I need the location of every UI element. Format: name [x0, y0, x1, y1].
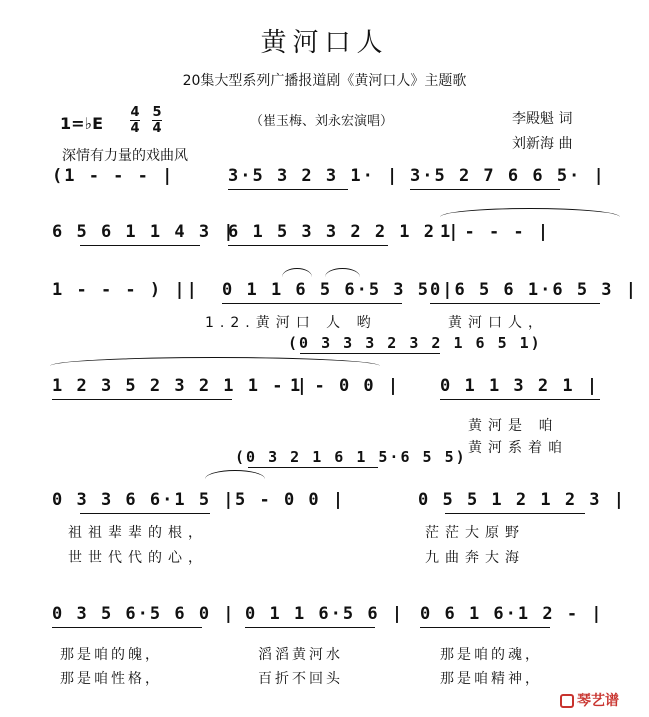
row3-lyric-2: 黄河口人，: [448, 315, 548, 331]
time-sig-bottom: 4: [130, 121, 140, 136]
performance-style: 深情有力量的戏曲风: [62, 148, 188, 164]
time-sig-top: 4: [130, 105, 140, 120]
time-signature-4-4: [130, 106, 140, 135]
row3-measure3: 0 6 5 6 1·6 5 3 |: [430, 280, 638, 300]
row1-measure3: 3·5 2 7 6 6 5· |: [410, 166, 606, 186]
song-subtitle: 20集大型系列广播报道剧《黄河口人》主题歌: [182, 73, 467, 89]
row4-lyric-a: 黄河是 咱: [468, 418, 559, 434]
row5-lyric-a1: 祖祖辈辈的根，: [68, 525, 208, 541]
singers: （崔玉梅、刘永宏演唱）: [250, 114, 394, 129]
row5-above: (0 3 2 1 6 1 5·6 5 5): [235, 448, 467, 466]
row2-measure1: 6 5 6 1 1 4 3 |: [52, 222, 236, 242]
row4-measure1: 1 2 3 5 2 3 2 1 1 - |: [52, 376, 309, 396]
row6-measure1: 0 3 5 6·5 6 0 |: [52, 604, 236, 624]
row6-lyric-a3: 那是咱的魂，: [440, 647, 542, 663]
row3-lyric-1: 1.2.黄河口 人 哟: [205, 315, 377, 331]
song-title: 黄河口人: [260, 28, 389, 58]
row5-measure3: 0 5 5 1 2 1 2 3 |: [418, 490, 626, 510]
row5-lyric-b1: 世世代代的心，: [68, 550, 208, 566]
row5-lyric-a2: 茫茫大原野: [425, 525, 525, 541]
watermark-text: 琴艺谱: [577, 693, 619, 709]
watermark-logo-icon: [560, 694, 574, 708]
row5-lyric-b2: 九曲奔大海: [425, 550, 525, 566]
row4-measure2: 1 - 0 0 |: [290, 376, 401, 396]
row6-lyric-b3: 那是咱精神，: [440, 671, 542, 687]
lyricist: 李殿魁 词: [512, 111, 573, 127]
row5-measure2: 5 - 0 0 |: [235, 490, 346, 510]
row2-measure2: 6 1 5 3 3 2 2 1 2 |: [228, 222, 461, 242]
row4-measure3: 0 1 1 3 2 1 |: [440, 376, 600, 396]
row4-above: (0 3 3 3 2 3 2 1 6 5 1): [288, 334, 542, 352]
row6-lyric-b1: 那是咱性格，: [60, 671, 162, 687]
row6-lyric-b2: 百折不回头: [258, 671, 343, 687]
row1-measure2: 3·5 3 2 3 1· |: [228, 166, 400, 186]
row5-measure1: 0 3 3 6 6·1 5 |: [52, 490, 236, 510]
row6-measure2: 0 1 1 6·5 6 |: [245, 604, 405, 624]
row6-lyric-a2: 滔滔黄河水: [258, 647, 343, 663]
time-sig-top: 5: [152, 105, 162, 120]
row1-measure1: (1 - - - |: [52, 166, 175, 186]
site-watermark: [560, 690, 619, 710]
composer: 刘新海 曲: [512, 136, 573, 152]
row6-lyric-a1: 那是咱的魄，: [60, 647, 162, 663]
row2-measure3: 1 - - - |: [440, 222, 551, 242]
row6-measure3: 0 6 1 6·1 2 - |: [420, 604, 604, 624]
row4-lyric-b: 黄河系着咱: [468, 440, 568, 456]
row3-measure2: 0 1 1 6 5 6·5 3 5 |: [222, 280, 455, 300]
row3-measure1: 1 - - - ) ||: [52, 280, 199, 300]
time-signature-5-4: [152, 106, 162, 135]
key-signature: 1=♭E: [60, 114, 104, 133]
time-sig-bottom: 4: [152, 121, 162, 136]
